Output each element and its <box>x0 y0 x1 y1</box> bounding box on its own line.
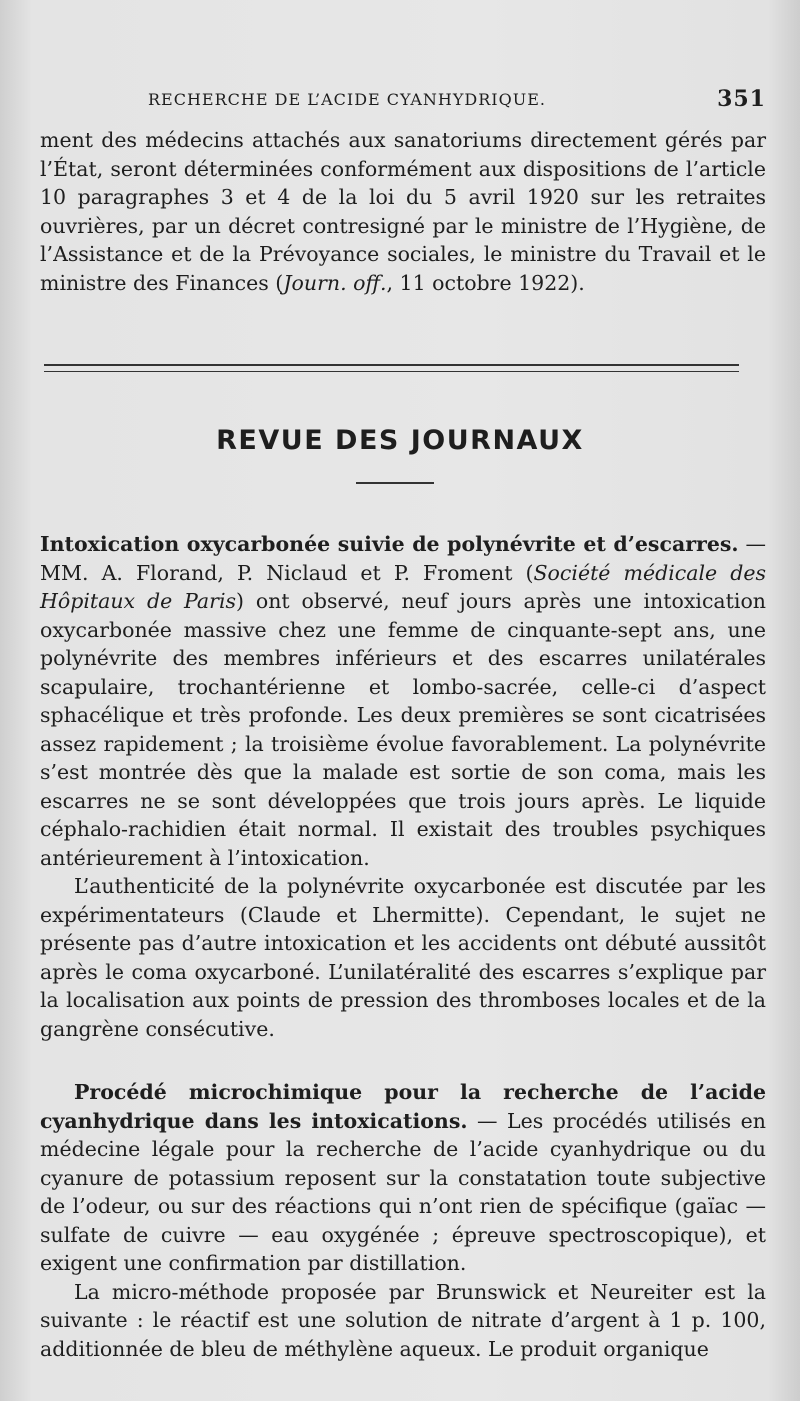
paragraph-text: ) ont observé, neuf jours après une intoxication oxycarbonée massive chez une femme de cinquante-sept ans, une polynévrite des membres inférieurs et des escarres unilatérales scapulaire, trochantérienne et lombo-sacrée, celle-ci d’aspect sphacélique et très profonde. Les deux premières se sont cicatrisées assez rapidement ; la troisième évolue favorablement. La polynévrite s’est montrée dès que la malade est sortie de son coma, mais les escarres ne se sont développées que trois jours après. Le liquide céphalo-rachidien était normal. Il existait des troubles psychiques antérieurement à l’intoxication. <box>40 589 766 870</box>
article-cyanhydric <box>40 1078 766 1363</box>
paragraph: La micro-méthode proposée par Brunswick et Neureiter est la suivante : le réactif est une solution de nitrate d’argent à 1 p. 100, additionnée de bleu de méthylène aqueux. Le produit organique <box>40 1279 766 1361</box>
paragraph <box>40 1078 766 1278</box>
title-underline <box>356 482 434 484</box>
paragraph <box>40 126 766 297</box>
authors: — MM. A. Florand, P. Niclaud et P. Froment ( <box>40 532 766 585</box>
article-title: Intoxication oxycarbonée suivie de polynévrite et d’escarres. <box>40 532 739 556</box>
paragraph-text: , 11 octobre 1922). <box>386 270 585 295</box>
running-header <box>148 88 766 114</box>
journal-reference: Journ. off. <box>283 270 387 295</box>
section-title: REVUE DES JOURNAUX <box>216 425 584 456</box>
page-number: 351 <box>717 86 766 112</box>
continued-paragraph <box>40 126 766 297</box>
paragraph <box>40 530 766 872</box>
paragraph-text: ment des médecins attachés aux sanatoriums directement gérés par l’État, seront déterminées conformément aux dispositions de l’article 10 paragraphes 3 et 4 de la loi du 5 avril 1920 sur les retraites ouvrières, par un décret contresigné par le ministre de l’Hygiène, de l’Assistance et de la Prévoyance sociales, le ministre du Travail et le ministre des Finances ( <box>40 128 766 295</box>
paragraph-text: — Les procédés utilisés en médecine légale pour la recherche de l’acide cyanhydrique ou du cyanure de potassium reposent sur la constatation toute subjective de l’odeur, ou sur des réactions qui n’ont rien de spécifique (gaïac — sulfate de cuivre — eau oxygénée ; épreuve spectroscopique), et exigent une confirmation par distillation. <box>40 1108 766 1275</box>
paragraph: L’authenticité de la polynévrite oxycarbonée est discutée par les expérimentateurs (Claude et Lhermitte). Cependant, le sujet ne présente pas d’autre intoxication et les accidents ont débuté aussitôt après le coma oxycarboné. L’unilatéralité des escarres s’explique par la localisation aux points de pression des thromboses locales et de la gangrène consécutive. <box>40 874 766 1041</box>
running-title: RECHERCHE DE L’ACIDE CYANHYDRIQUE. <box>148 90 546 109</box>
section-divider <box>44 364 739 372</box>
journal-reference: Société médicale des Hôpitaux de Paris <box>40 560 766 613</box>
article-oxycarbon <box>40 530 766 1043</box>
article-title: Procédé microchimique pour la recherche de l’acide cyanhydrique dans les intoxications. <box>40 1080 766 1133</box>
